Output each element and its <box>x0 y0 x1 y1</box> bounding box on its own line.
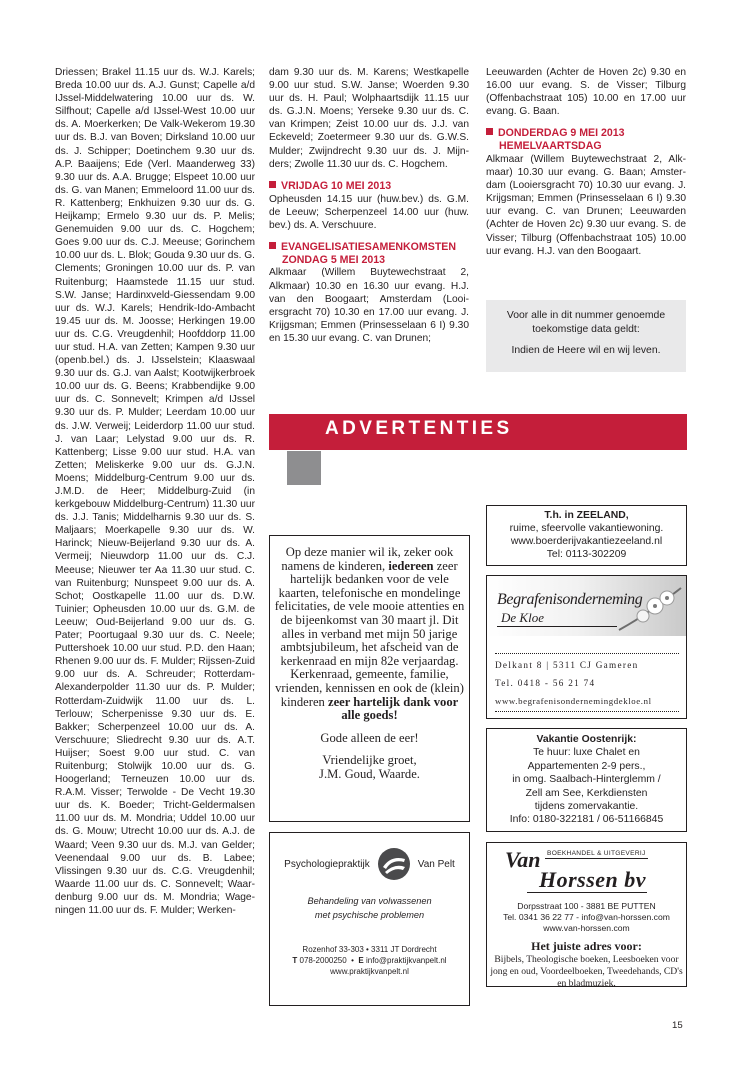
horssen-brand-underline <box>527 892 647 893</box>
oost-line-5: tijdens zomervakantie. <box>534 801 639 813</box>
kloe-address: Delkant 8 | 5311 CJ Gameren <box>495 660 639 670</box>
decorative-grey-square <box>287 451 321 485</box>
horssen-van-logo: Van <box>505 847 541 872</box>
psychologiepraktijk-advertisement <box>269 832 470 1006</box>
thank-you-closing: Gode alleen de eer! <box>320 730 419 745</box>
red-square-bullet-icon <box>269 181 276 188</box>
thank-you-signature: Vriendelijke groet, J.M. Goud, Waarde. <box>319 753 420 781</box>
notice-line-1: Voor alle in dit nummer genoemde toekomstige data geldt: <box>506 310 666 335</box>
red-square-bullet-icon <box>486 128 493 135</box>
kloe-dotted-divider <box>495 711 679 712</box>
oost-line-1: Te huur: luxe Chalet en <box>533 747 640 759</box>
psych-name-left: Psychologiepraktijk <box>284 858 370 870</box>
services-list-2: dam 9.30 uur ds. M. Karens; Westkapelle 9.00 uur stud. S.W. Janse; Woerden 9.30 uur ds. H. Paul; Wolphaartsdijk 11.15 uur ds. G.J.N. Moens; Yerseke 9.30 uur ds. C. van Krimpen; Zeist 10.00 uur ds. J.J. van Eckeveld; Zoetermeer 9.30 uur ds. G.W.S. Mulder; Zwijndrecht 9.30 uur ds. J. Mijnders; Zwolle 11.30 uur ds. C. Hogchem. <box>269 67 469 170</box>
kloe-dotted-divider <box>495 653 679 654</box>
notice-box <box>486 300 686 372</box>
horssen-subtitle: BOEKHANDEL & UITGEVERIJ <box>547 850 646 857</box>
services-list-3: Leeuwarden (Achter de Hoven 2c) 9.30 en 16.00 uur evang. S. de Visser; Tilburg (Offenbachstraat 105) 10.00 en 17.00 uur evang. G. Baan. <box>486 67 686 118</box>
hemelvaart-services: Alkmaar (Willem Buytewechstraat 2, Alkmaar) 10.30 uur evang. G. Baan; Amsterdam (Looiersgracht 70) 10.30 uur evang. J. Krijgsman; Emmen (Prinsesselaan 6 I) 9.30 uur evang. C. van Drunen; Leeuwarden (Achter de Hoven 2c) 9.30 uur evang. S. de Visser; Tilburg (Offenbachstraat 105) 10.00 uur evang. H.J. van den Boogaart. <box>486 153 686 257</box>
church-services-column-1 <box>55 66 255 917</box>
advertenties-title: ADVERTENTIES <box>325 418 513 439</box>
horssen-contact: Dorpsstraat 100 - 3881 BE PUTTEN Tel. 0341 36 22 77 - info@van-horssen.com www.van-horssen.com <box>503 901 670 933</box>
church-services-column-2 <box>269 66 469 345</box>
red-square-bullet-icon <box>269 242 276 249</box>
thank-you-text: Op deze manier wil ik, zeker ook namens de kinderen, iedereen zeer hartelijk bedanken voor de vele kaarten, telefonische en mondelinge felicitaties, de vele mooie attenties en de bijeenkomst van 30 maart jl. Dit alles in verband met mijn 50 jarige ambtsjubileum, het afscheid van de kerkenraad en mijn 82e verjaardag. Kerkenraad, gemeente, familie, vrienden, kennissen en ook de (klein) kinderen zeer hartelijk dank voor alle goeds! <box>274 545 465 723</box>
zeeland-phone: Tel: 0113-302209 <box>546 549 627 560</box>
section-heading-hemelvaart: DONDERDAG 9 MEI 2013 HEMELVAARTSDAG <box>486 127 686 153</box>
oost-line-6: Info: 0180-322181 / 06-51166845 <box>509 814 664 826</box>
church-services-column-3 <box>486 66 686 258</box>
vakantie-oostenrijk-advertisement <box>486 728 687 832</box>
zeeland-title: T.h. in ZEELAND, <box>544 510 629 521</box>
van-horssen-advertisement <box>486 842 687 987</box>
oost-line-3: in omg. Saalbach-Hinterglemm / <box>512 774 661 786</box>
zeeland-web: www.boerderijvakantiezeeland.nl <box>510 536 663 547</box>
oost-title: Vakantie Oostenrijk: <box>536 734 637 745</box>
kloe-company-name: Begrafenisonderneming <box>497 591 643 608</box>
vrijdag-services: Opheusden 14.15 uur (huw.bev.) ds. G.M. de Leeuw; Scherpenzeel 14.00 uur (huw. bev.) ds. A. Verschuure. <box>269 193 469 231</box>
kloe-name-underline <box>497 626 617 627</box>
de-kloe-advertisement <box>486 575 687 719</box>
zeeland-line-1: ruime, sfeervolle vakantiewoning. <box>509 523 664 534</box>
evangelisatie-services: Alkmaar (Willem Buytewechstraat 2, Alkmaar) 10.30 en 16.30 uur evang. H.J. van den Boogaart; Amsterdam (Looiersgracht 70) 10.30 en 17.00 uur evang. J. Krijgsman; Emmen (Prinsesselaan 6 I) 9.30 en 15.30 uur evang. C. van Drunen; <box>269 267 469 344</box>
section-heading-vrijdag: VRIJDAG 10 MEI 2013 <box>269 180 469 193</box>
psych-name-right: Van Pelt <box>417 858 455 870</box>
horssen-items: Bijbels, Theologische boeken, Leesboeken voor jong en oud, Voordeelboeken, Tweedehands, CD's en bladmuziek. <box>490 954 683 989</box>
oost-line-4: Zell am See, Kerkdiensten <box>525 787 648 799</box>
kloe-phone: Tel. 0418 - 56 21 74 <box>495 678 596 688</box>
zeeland-advertisement <box>486 505 687 566</box>
psych-contact: Rozenhof 33-303 • 3311 JT Dordrecht T 078-2000250 • E info@praktijkvanpelt.nl www.praktijkvanpelt.nl <box>292 945 447 976</box>
section-heading-evangelisatie: EVANGELISATIESAMENKOMSTEN ZONDAG 5 MEI 2013 <box>269 241 469 267</box>
oost-line-2: Appartementen 2-9 pers., <box>527 760 646 772</box>
psych-tagline: Behandeling van volwassenen met psychische problemen <box>307 896 432 920</box>
psych-logo-row <box>270 847 469 881</box>
horssen-brand: Horssen bv <box>539 867 647 892</box>
horssen-slogan: Het juiste adres voor: <box>531 939 642 953</box>
page-number: 15 <box>672 1020 683 1031</box>
kloe-company-subname: De Kloe <box>501 610 544 625</box>
notice-line-2: Indien de Heere wil en wij leven. <box>511 345 661 356</box>
psych-logo-icon <box>377 847 411 881</box>
services-list-1: Driessen; Brakel 11.15 uur ds. W.J. Karels; Breda 10.00 uur ds. A.J. Gunst; Capelle a/d IJssel-Middelwatering 10.00 uur ds. W. Silfhout; Capelle a/d IJssel-West 10.00 uur ds. A. Moerkerken; De Valk-Wekerom 19.30 uur ds. B.J. van Boven; Dirksland 10.00 uur ds. J. Schipper; Doetinchem 9.30 uur ds. A.P. Baaijens; Ede (Verl. Maanderweg 33) 9.30 uur ds. A.A. Brugge; Elspeet 10.00 uur ds. G. van Manen; Emmeloord 11.00 uur ds. R. Kattenberg; Enkhuizen 9.30 uur ds. G. Heijkamp; Ermelo 9.30 uur ds. P. Melis; Genemuiden 9.00 uur ds. C. Hogchem; Goes 9.00 uur ds. C.J. Meeuse; Gorinchem 10.00 uur ds. L. Blok; Gouda 9.30 uur ds. G. Clements; Groningen 10.00 uur ds. P. van Ruitenburg; Haamstede 11.15 uur stud. S.W. Janse; Hardinxveld-Giessendam 9.00 uur ds. W.J. Karels; Hendrik-Ido-Ambacht 19.45 uur ds. M. Joosse; Herkingen 19.00 uur ds. C.G. Vreugdenhil; Hoofddorp 11.00 uur stud. H.A. van Zetten; Kampen 9.30 uur (openb.bel.) ds. J. IJsselstein; Klaaswaal 9.30 uur ds. G.J. van Aalst; Kootwijkerbroek 10.00 uur ds. G. Beens; Krabbendijke 9.00 uur ds. C. Sonnevelt; Krimpen a/d IJssel 9.30 uur ds. P. Mulder; Leerdam 10.00 uur ds. J.W. Verweij; Leiderdorp 11.00 uur stud. J. van Laar; Lelystad 9.00 uur ds. R. Kattenberg; Lisse 9.00 uur stud. H.A. van Zetten; Meliskerke 9.00 uur ds. G.J.N. Moens; Middelburg-Centrum 9.00 uur ds. J.M.D. de Heer; Middelburg-Zuid (in kerkgebouw Middelburg-Centrum) 11.30 uur ds. J.J. Tanis; Middelharnis 9.30 uur ds. S. Maljaars; Moerkapelle 9.30 uur ds. W. Harinck; Nieuw-Beijerland 9.30 uur ds. A. Vermeij; Nieuwdorp 11.00 uur ds. C.J. Meeuse; Nieuwer ter Aa 11.30 uur stud. C. van Ruitenburg; Nunspeet 9.00 uur ds. A. Schot; Oostkapelle 11.00 uur ds. D.W. Tuinier; Opheusden 10.00 uur ds. G.M. de Leeuw; Oud-Beijerland 9.00 uur ds. G. Pater; Poortugaal 9.30 uur ds. C. Neele; Puttershoek 10.00 uur stud. P.D. den Haan; Rhenen 9.00 uur ds. F. Mulder; Rijssen-Zuid 9.00 uur ds. A. Schreuder; Rotterdam-Alexanderpolder 11.30 uur ds. P. Mulder; Rotterdam-Zuidwijk 11.00 uur ds. L. Terlouw; Scherpenisse 9.30 uur ds. E. Bakker; Scherpenzeel 10.00 uur ds. A. Verschuure; Sliedrecht 9.30 uur ds. A.T. Huijser; Soest 9.00 uur stud. C. van Ruitenburg; Stolwijk 10.00 uur ds. G. Hoogerland; Terneuzen 10.00 uur ds. R.A.M. Visser; Terwolde - De Vecht 19.30 uur ds. K. Boeder; Tricht-Geldermalsen 11.00 uur ds. M. Mondria; Uddel 10.00 uur ds. G. Mouw; Utrecht 10.00 uur ds. A.J. de Waard; Veen 9.30 uur ds. M.J. van Gelder; Veenendaal 9.00 uur ds. B. Labee; Vlissingen 9.30 uur ds. C.G. Vreugdenhil; Waarde 11.00 uur ds. C. Sonnevelt; Waardenburg 9.00 uur ds. M. Mondria; Wageningen 11.00 uur ds. F. Mulder; Werken- <box>55 67 255 916</box>
thank-you-advertisement <box>269 535 470 822</box>
kloe-web: www.begrafenisondernemingdekloe.nl <box>495 696 652 706</box>
